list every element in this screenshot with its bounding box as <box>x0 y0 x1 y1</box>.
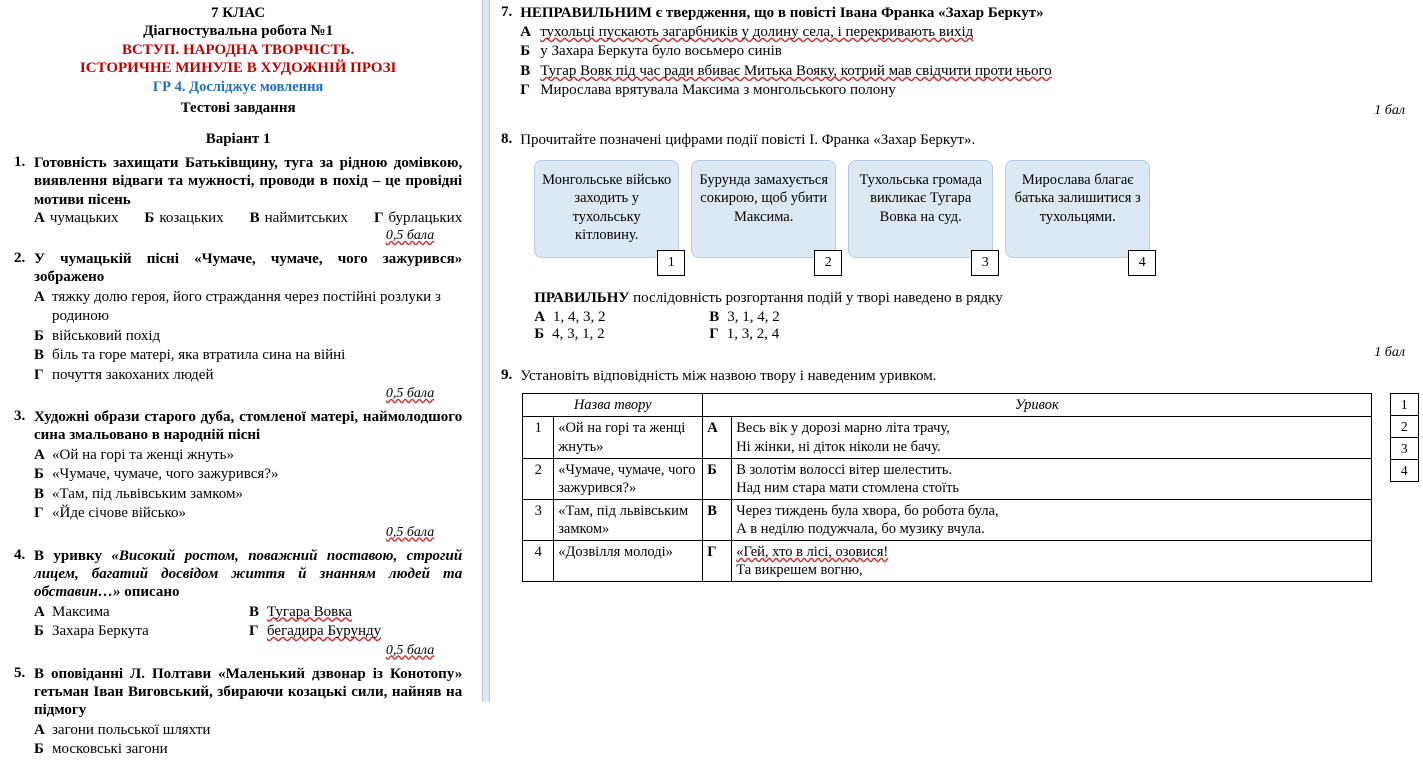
option-b[interactable]: Б військовий похід <box>34 327 161 344</box>
answer-index: 1 <box>1390 394 1418 416</box>
row-excerpt: Весь вік у дорозі марно літа трачу, Ні жінки, ні діток ніколи не бачу. <box>732 417 1371 458</box>
row-letter: В <box>703 499 732 540</box>
row-index: 2 <box>523 458 554 499</box>
row-excerpt: В золотім волоссі вітер шелестить. Над ним стара мати стомлена стоїть <box>732 458 1371 499</box>
row-letter: Б <box>703 458 732 499</box>
table-row <box>523 458 1371 499</box>
option-b[interactable]: Б 4, 3, 1, 2 <box>534 325 605 342</box>
answer-index: 4 <box>1390 460 1418 482</box>
matching-area <box>522 393 1419 582</box>
event-number: 3 <box>971 250 999 276</box>
question-2-mark: 0,5 бала <box>385 386 435 402</box>
option-h[interactable]: Г «Йде січове військо» <box>34 505 186 522</box>
question-5 <box>14 665 462 760</box>
question-3-text: Художні образи старого дуба, стомленої матері, наймолодшого сина змальовано в народній пісні <box>34 409 463 444</box>
event-number: 4 <box>1128 250 1156 276</box>
question-4-options <box>34 603 462 642</box>
answer-index: 2 <box>1390 416 1418 438</box>
document-header <box>14 4 462 117</box>
option-h[interactable]: Г Мирослава врятувала Максима з монгольського полону <box>520 82 896 99</box>
answer-grid <box>1390 393 1419 482</box>
event-item <box>848 160 993 270</box>
row-title: «Дозвілля молоді» <box>554 541 703 582</box>
sequence-prompt: ПРАВИЛЬНУ послідовність розгортання подій у творі наведено в рядку <box>534 289 1003 306</box>
sequence-options <box>534 309 1419 343</box>
row-index: 4 <box>523 541 554 582</box>
event-number: 2 <box>814 250 842 276</box>
row-title: «Чумаче, чумаче, чого зажурився?» <box>554 458 703 499</box>
option-a[interactable]: А тухольці пускають загарбників у долину села, і перекривають вихід <box>520 23 974 40</box>
row-letter: Г <box>703 541 732 582</box>
question-8 <box>486 131 1419 361</box>
event-boxes <box>534 160 1419 270</box>
question-2-options <box>34 288 462 386</box>
row-title: «Ой на горі та женці жнуть» <box>554 417 703 458</box>
question-7-options <box>520 23 1419 101</box>
option-v[interactable]: В 3, 1, 4, 2 <box>709 308 780 325</box>
question-8-text: Прочитайте позначені цифрами події повісті І. Франка «Захар Беркут». <box>520 131 976 148</box>
event-item <box>1005 160 1150 270</box>
header-nazva: Назва твору <box>523 394 703 417</box>
option-v[interactable]: В «Там, під львівським замком» <box>34 485 243 502</box>
answer-row[interactable] <box>1390 416 1418 438</box>
event-number: 1 <box>657 250 685 276</box>
answer-row[interactable] <box>1390 460 1418 482</box>
row-index: 3 <box>523 499 554 540</box>
right-column <box>476 0 1423 702</box>
left-column <box>0 0 476 758</box>
question-9 <box>486 367 1419 583</box>
row-index: 1 <box>523 417 554 458</box>
event-item <box>691 160 836 270</box>
answer-index: 3 <box>1390 438 1418 460</box>
question-1-options <box>34 210 462 227</box>
row-excerpt: «Гей, хто в лісі, озовися! Та викрешем вогню, <box>732 541 1371 582</box>
option-b[interactable]: Б Захара Беркута <box>34 623 149 640</box>
event-item <box>534 160 679 270</box>
matching-table <box>522 393 1371 582</box>
question-9-number: 9. <box>500 366 513 383</box>
question-4-mark: 0,5 бала <box>385 642 435 658</box>
table-row <box>523 417 1371 458</box>
option-a[interactable]: А «Ой на горі та женці жнуть» <box>34 446 234 463</box>
question-2-text: У чумацькій пісні «Чумаче, чумаче, чого зажурився» зображено <box>34 251 463 286</box>
variant-label: Варіант 1 <box>205 131 271 148</box>
question-7-number: 7. <box>500 4 513 20</box>
option-a[interactable]: А тяжку долю героя, його страждання через постійні розлуки з родиною <box>34 288 441 325</box>
question-7-mark: 1 бал <box>1374 102 1405 118</box>
option-h[interactable]: Г бурлацьких <box>373 210 463 227</box>
row-excerpt: Через тиждень була хвора, бо робота була, А в неділю подужчала, бо музику вчула. <box>732 499 1371 540</box>
group-line: ГР 4. Досліджує мовлення <box>152 79 324 96</box>
question-1-text: Готовність захищати Батьківщину, туга за рідною домівкою, виявлення відваги та мужності, проводи в похід – це провідні мотиви пісень <box>34 155 463 208</box>
row-letter: А <box>703 417 732 458</box>
option-h[interactable]: Г бегадира Бурунду <box>249 623 382 640</box>
question-7-text: НЕПРАВИЛЬНИМ є твердження, що в повісті Івана Франка «Захар Беркут» <box>520 5 1044 21</box>
question-1-number: 1. <box>14 154 26 171</box>
grade-line: 7 КЛАС <box>210 5 266 21</box>
answer-row[interactable] <box>1390 394 1418 416</box>
row-title: «Там, під львівським замком» <box>554 499 703 540</box>
question-3-number: 3. <box>14 408 26 425</box>
option-v[interactable]: В наймитських <box>249 210 348 227</box>
option-v[interactable]: В біль та горе матері, яка втратила сина на війні <box>34 347 346 364</box>
work-title: Діагностувальна робота №1 <box>143 23 334 40</box>
question-2 <box>14 250 462 402</box>
question-3-mark: 0,5 бала <box>385 524 435 540</box>
event-box-text: Бурунда замахується сокирою, щоб убити Максима. <box>691 160 836 258</box>
option-b[interactable]: Б у Захара Беркута було восьмеро синів <box>520 43 782 60</box>
question-4 <box>14 547 462 659</box>
question-8-mark: 1 бал <box>1374 344 1405 360</box>
question-5-options <box>34 721 462 760</box>
answer-row[interactable] <box>1390 438 1418 460</box>
table-header-row <box>523 394 1371 417</box>
option-a[interactable]: А чумацьких <box>34 210 119 227</box>
option-b[interactable]: Б козацьких <box>144 210 224 227</box>
tasks-line: Тестові завдання <box>180 99 296 116</box>
question-5-number: 5. <box>14 664 26 681</box>
option-h[interactable]: Г 1, 3, 2, 4 <box>709 325 780 342</box>
option-b[interactable]: Б московські загони <box>34 741 168 758</box>
event-box-text: Монгольське військо заходить у тухольську кітловину. <box>534 160 679 258</box>
table-row <box>523 541 1371 582</box>
option-v[interactable]: В Тугар Вовк під час ради вбиває Митька Вояку, котрий мав свідчити проти нього <box>520 62 1052 79</box>
question-9-text: Установіть відповідність між назвою твору і наведеним уривком. <box>520 367 937 384</box>
question-4-number: 4. <box>14 546 26 563</box>
option-a[interactable]: А 1, 4, 3, 2 <box>534 308 606 325</box>
option-a[interactable]: А Максима <box>34 603 110 620</box>
question-5-text: В оповіданні Л. Полтави «Маленький дзвонар із Конотопу» гетьман Іван Виговський, збираючи козацькі сили, найняв на підмогу <box>34 665 463 719</box>
header-uryvok: Уривок <box>703 394 1371 417</box>
question-3 <box>14 408 462 541</box>
question-2-number: 2. <box>14 250 26 267</box>
event-box-text: Тухольська громада викликає Тугара Вовка на суд. <box>848 160 993 258</box>
option-b[interactable]: Б «Чумаче, чумаче, чого зажурився?» <box>34 466 279 483</box>
theme-line-2: ІСТОРИЧНЕ МИНУЛЕ В ХУДОЖНІЙ ПРОЗІ <box>79 59 397 76</box>
question-1 <box>14 154 462 244</box>
question-7 <box>486 4 1419 119</box>
option-h[interactable]: Г почуття закоханих людей <box>34 366 214 383</box>
theme-line-1: ВСТУП. НАРОДНА ТВОРЧІСТЬ. <box>121 41 355 58</box>
table-row <box>523 499 1371 540</box>
question-8-number: 8. <box>500 130 513 147</box>
event-box-text: Мирослава благає батька залишитися з тухольцями. <box>1005 160 1150 258</box>
option-v[interactable]: В Тугара Вовка <box>249 603 352 620</box>
option-a[interactable]: А загони польської шляхти <box>34 721 211 738</box>
question-4-text: В уривку «Високий ростом, поважний поставою, строгий лицем, багатий досвідом життя й знанням людей та обставин…» описано <box>34 547 463 601</box>
excerpt-line-wavy: «Гей, хто в лісі, озовися! <box>736 544 889 561</box>
question-1-mark: 0,5 бала <box>385 228 435 244</box>
question-3-options <box>34 446 462 524</box>
